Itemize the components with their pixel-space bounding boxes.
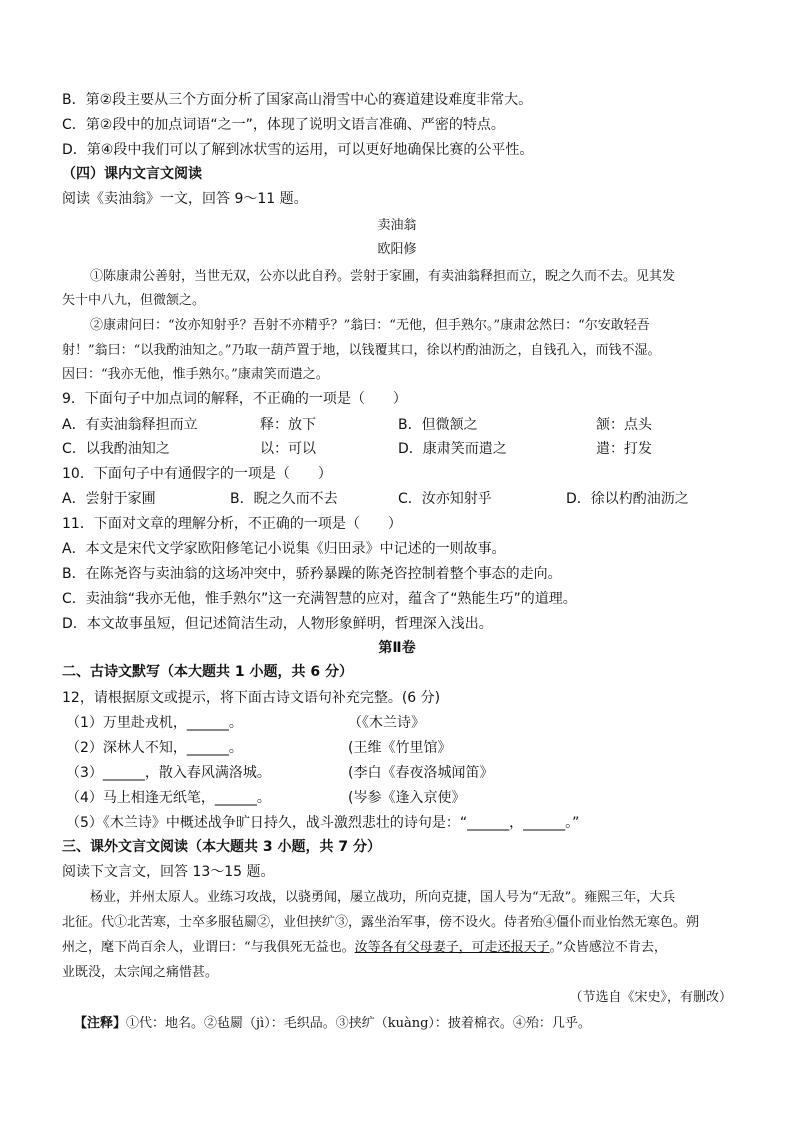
option-c: C．第②段中的加点词语“之一”，体现了说明文语言准确、严密的特点。 (62, 117, 505, 133)
q10-option-a: A．尝射于家圃 (62, 491, 156, 507)
passage-text: 。”众皆感泣不肯去， (549, 940, 667, 955)
q12-source: (王维《竹里馆》 (348, 740, 452, 756)
q9-option-c: C．以我酌油知之 (62, 441, 170, 457)
q11-option-b: B．在陈尧咨与卖油翁的这场冲突中，骄矜暴躁的陈尧咨控制着整个事态的走向。 (62, 566, 562, 582)
q12-source: (李白《春夜洛城闻笛》 (348, 765, 494, 781)
passage-line: ①陈康肃公善射，当世无双，公亦以此自矜。尝射于家圃，有卖油翁释担而立，睨之久而不去。见其发 (90, 269, 676, 284)
annotation (74, 1013, 591, 1035)
q12-source: (岑参《逢入京使》 (348, 790, 466, 806)
passage-line: 因曰：“我亦无他，惟手熟尔。”康肃笑而遣之。 (62, 367, 329, 382)
q9-option-d-gloss: 遣：打发 (596, 441, 652, 457)
q9-option-d: D．康肃笑而遣之 (398, 441, 507, 457)
option-b: B．第②段主要从三个方面分析了国家高山滑雪中心的赛道建设难度非常大。 (62, 92, 533, 108)
passage-author: 欧阳修 (377, 242, 417, 257)
question-10: 10．下面句子中有通假字的一项是（ ） (62, 466, 332, 482)
question-12: 12，请根据原文或提示，将下面古诗文语句补充完整。(6 分) (62, 690, 441, 706)
q9-option-b: B．但微颔之 (398, 417, 478, 433)
section-heading: 二、古诗文默写（本大题共 1 小题，共 6 分） (62, 664, 353, 680)
passage-source: （节选自《宋史》，有删改） (569, 990, 732, 1005)
q11-option-d: D．本文故事虽短，但记述简洁生动，人物形象鲜明，哲理深入浅出。 (62, 616, 493, 632)
q11-option-a: A．本文是宋代文学家欧阳修笔记小说集《归田录》中记述的一则故事。 (62, 541, 506, 557)
passage-title: 卖油翁 (377, 218, 417, 233)
passage-line: 杨业，并州太原人。业练习攻战，以骁勇闻，屡立战功，所向克捷，国人号为“无敌”。雍熙三年，大兵 (90, 890, 676, 905)
q12-line: （4）马上相逢无纸笔，______。 (66, 790, 271, 806)
q9-option-a: A．有卖油翁释担而立 (62, 417, 198, 433)
q12-line: （2）深林人不知，______。 (66, 740, 243, 756)
section-heading: 三、课外文言文阅读（本大题共 3 小题，共 7 分） (62, 839, 381, 855)
q12-line: （5）《木兰诗》中概述战争旷日持久，战斗激烈悲壮的诗句是：“______，______。” (66, 815, 580, 831)
question-9: 9．下面句子中加点词的解释，不正确的一项是（ ） (62, 391, 407, 407)
question-11: 11．下面对文章的理解分析，不正确的一项是（ ） (62, 516, 402, 532)
option-d: D．第④段中我们可以了解到冰状雪的运用，可以更好地确保比赛的公平性。 (62, 142, 534, 158)
q9-option-b-gloss: 颔：点头 (596, 417, 652, 433)
section-heading: （四）课内文言文阅读 (62, 166, 202, 182)
section-instruction: 阅读下文言文，回答 13～15 题。 (62, 864, 275, 880)
annotation-text: ①代：地名。②毡罽（jì）：毛织品。③挟纩（kuàng）：披着棉衣。④殆：几乎。 (126, 1016, 591, 1031)
q11-option-c: C．卖油翁“我亦无他，惟手熟尔”这一充满智慧的应对，蕴含了“熟能生巧”的道理。 (62, 591, 577, 607)
q10-option-c: C．汝亦知射乎 (398, 491, 492, 507)
volume-title: 第Ⅱ卷 (378, 640, 416, 656)
q12-line: （1）万里赴戎机，______。 (66, 715, 243, 731)
q9-option-c-gloss: 以：可以 (260, 441, 316, 457)
passage-line: 北征。代①北苦寒，士卒多服毡罽②，业但挟纩③，露坐治军事，傍不设火。侍者殆④僵仆而业怡然无寒色。朔 (62, 915, 700, 930)
q9-option-a-gloss: 释：放下 (260, 417, 316, 433)
underlined-sentence: 汝等各有父母妻子，可走还报天子 (354, 940, 550, 955)
annotation-label: 【注释】 (74, 1016, 127, 1031)
q10-option-d: D．徐以杓酌油沥之 (566, 491, 689, 507)
passage-text: 州之，麾下尚百余人，业谓曰：“与我俱死无益也。 (62, 940, 355, 955)
passage-line: 射！”翁曰：“以我酌油知之。”乃取一葫芦置于地，以钱覆其口，徐以杓酌油沥之，自钱孔入，而钱不湿。 (62, 343, 661, 358)
q12-line: （3）______，散入春风满洛城。 (66, 765, 271, 781)
passage-line: 矢十中八九，但微颔之。 (62, 293, 206, 308)
q12-source: （《木兰诗》 (348, 715, 425, 731)
passage-line (62, 937, 667, 959)
section-instruction: 阅读《卖油翁》一文，回答 9～11 题。 (62, 191, 308, 207)
passage-line: 业既没，太宗闻之痛惜甚。 (62, 965, 219, 980)
passage-line: ②康肃问曰：“汝亦知射乎？吾射不亦精乎？”翁曰：“无他，但手熟尔。”康肃忿然曰：“尔安敢轻吾 (90, 318, 650, 333)
q10-option-b: B．睨之久而不去 (230, 491, 338, 507)
